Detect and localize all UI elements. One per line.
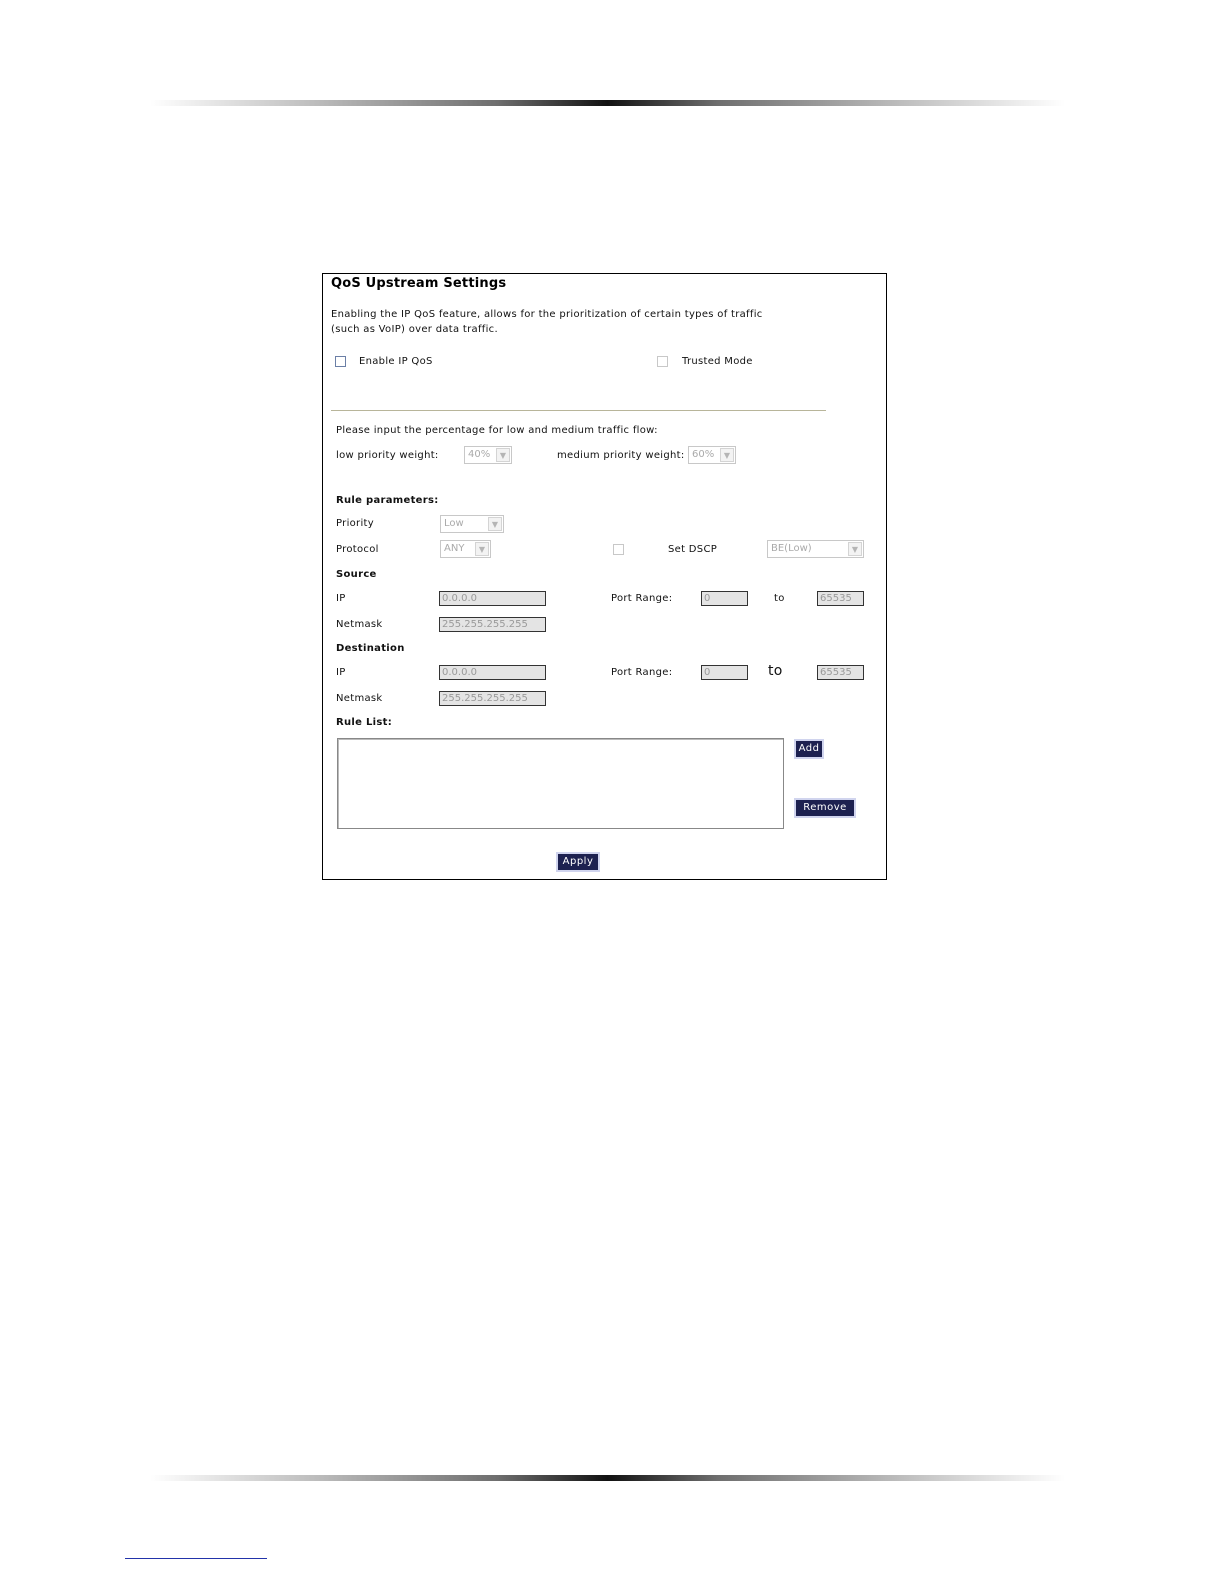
destination-port-from-input[interactable]: 0 — [701, 665, 748, 680]
rule-list-heading: Rule List: — [336, 717, 393, 728]
medium-priority-weight-label: medium priority weight: — [557, 450, 685, 461]
low-priority-weight-value: 40% — [468, 449, 491, 460]
priority-select[interactable] — [440, 515, 504, 533]
low-priority-weight-label: low priority weight: — [336, 450, 439, 461]
description-line-2: (such as VoIP) over data traffic. — [331, 324, 498, 335]
source-to-label: to — [774, 593, 785, 604]
apply-button[interactable]: Apply — [558, 854, 598, 870]
destination-ip-input[interactable]: 0.0.0.0 — [439, 665, 546, 680]
protocol-value: ANY — [444, 543, 465, 554]
rule-parameters-heading: Rule parameters: — [336, 495, 439, 506]
chevron-down-icon: ▼ — [488, 517, 502, 531]
destination-port-range-label: Port Range: — [611, 667, 673, 678]
qos-upstream-settings-panel — [322, 273, 887, 880]
source-netmask-label: Netmask — [336, 619, 383, 630]
source-heading: Source — [336, 569, 377, 580]
chevron-down-icon: ▼ — [475, 542, 489, 556]
destination-to-label: to — [768, 663, 783, 679]
dscp-value: BE(Low) — [771, 543, 812, 554]
protocol-select[interactable] — [440, 540, 491, 558]
destination-heading: Destination — [336, 643, 405, 654]
section-divider — [331, 410, 826, 411]
destination-ip-label: IP — [336, 667, 346, 678]
header-decorative-bar — [150, 100, 1065, 106]
set-dscp-label: Set DSCP — [668, 544, 718, 555]
source-port-range-label: Port Range: — [611, 593, 673, 604]
destination-netmask-label: Netmask — [336, 693, 383, 704]
destination-netmask-input[interactable]: 255.255.255.255 — [439, 691, 546, 706]
medium-priority-weight-select[interactable] — [688, 446, 736, 464]
destination-port-to-input[interactable]: 65535 — [817, 665, 864, 680]
chevron-down-icon: ▼ — [848, 542, 862, 556]
panel-title: QoS Upstream Settings — [331, 276, 507, 291]
chevron-down-icon: ▼ — [496, 448, 510, 462]
source-netmask-input[interactable]: 255.255.255.255 — [439, 617, 546, 632]
add-rule-button[interactable]: Add — [796, 741, 822, 757]
source-port-from-input[interactable]: 0 — [701, 591, 748, 606]
source-ip-label: IP — [336, 593, 346, 604]
trusted-mode-checkbox[interactable] — [657, 356, 668, 367]
set-dscp-checkbox[interactable] — [613, 544, 624, 555]
priority-value: Low — [444, 518, 464, 529]
protocol-label: Protocol — [336, 544, 379, 555]
footer-link-underline — [125, 1558, 267, 1559]
source-port-to-input[interactable]: 65535 — [817, 591, 864, 606]
footer-decorative-bar — [150, 1475, 1065, 1481]
enable-ip-qos-label: Enable IP QoS — [359, 356, 433, 367]
source-ip-input[interactable]: 0.0.0.0 — [439, 591, 546, 606]
low-priority-weight-select[interactable] — [464, 446, 512, 464]
rule-list-box[interactable] — [337, 738, 784, 829]
priority-label: Priority — [336, 518, 374, 529]
medium-priority-weight-value: 60% — [692, 449, 715, 460]
dscp-select[interactable] — [767, 540, 864, 558]
weights-prompt: Please input the percentage for low and medium traffic flow: — [336, 425, 658, 436]
description-line-1: Enabling the IP QoS feature, allows for the prioritization of certain types of traffic — [331, 309, 763, 320]
remove-rule-button[interactable]: Remove — [796, 800, 854, 816]
trusted-mode-label: Trusted Mode — [682, 356, 753, 367]
chevron-down-icon: ▼ — [720, 448, 734, 462]
enable-ip-qos-checkbox[interactable] — [335, 356, 346, 367]
